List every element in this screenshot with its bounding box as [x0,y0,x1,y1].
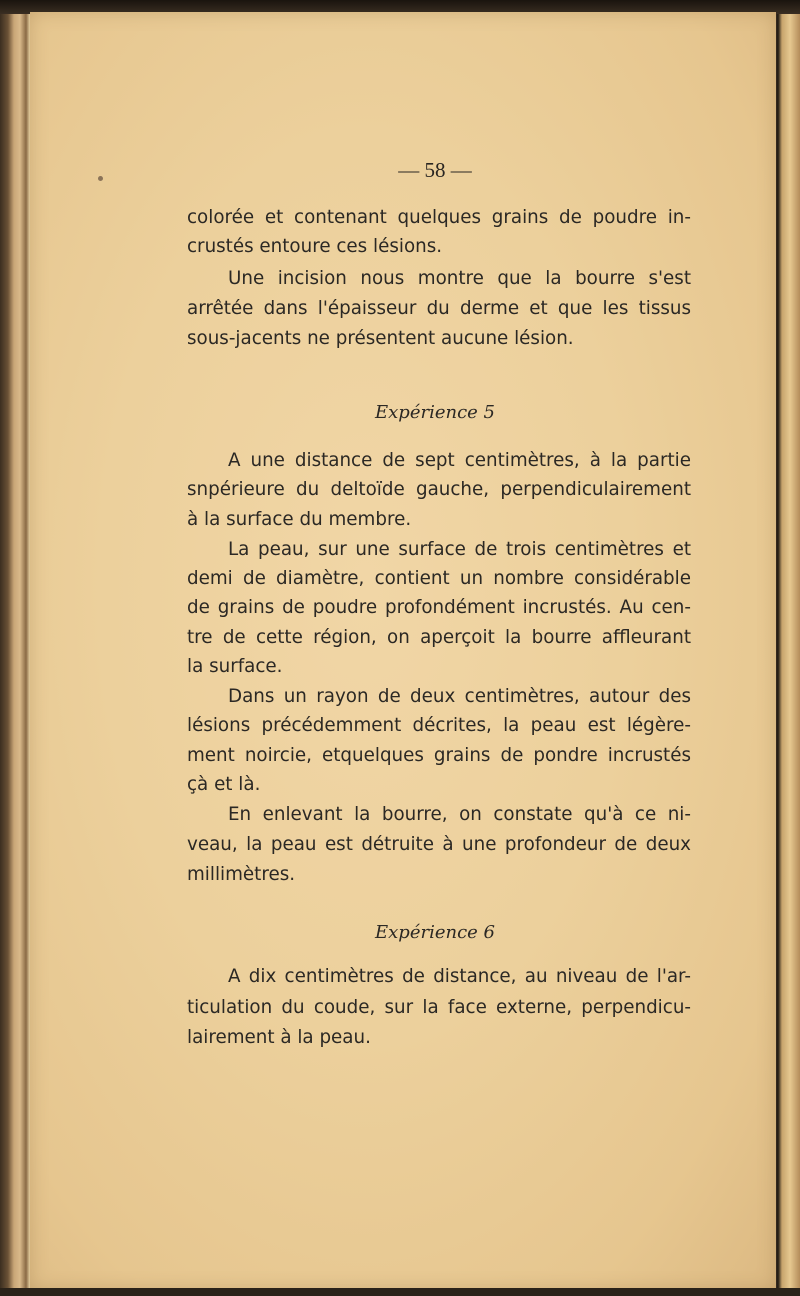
section-heading-experience-5: Expérience 5 [375,402,495,423]
text-line: demi de diamètre, contient un nombre considérable [187,568,691,589]
text-line: la surface. [187,656,283,677]
text-line: colorée et contenant quelques grains de poudre in- [187,207,691,228]
text-line: sous-jacents ne présentent aucune lésion. [187,328,574,349]
text-line: millimètres. [187,864,296,885]
scan-bottom-border [0,1288,800,1296]
text-line: ment noircie, etquelques grains de pondre incrustés [187,745,691,766]
text-line: snpérieure du deltoïde gauche, perpendiculairement [187,479,691,500]
text-line: de grains de poudre profondément incrustés. Au cen- [187,597,691,618]
text-line: à la surface du membre. [187,509,412,530]
text-line: veau, la peau est détruite à une profondeur de deux [187,834,691,855]
paper-page [30,12,776,1290]
text-line: lésions précédemment décrites, la peau est légère- [187,715,691,736]
text-line: arrêtée dans l'épaisseur du derme et que les tissus [187,298,691,319]
text-line: crustés entoure ces lésions. [187,236,443,257]
section-heading-experience-6: Expérience 6 [375,922,495,943]
text-line: Une incision nous montre que la bourre s'est [228,268,691,289]
text-line: lairement à la peau. [187,1027,371,1048]
text-line: Dans un rayon de deux centimètres, autour des [228,686,691,707]
text-line: A dix centimètres de distance, au niveau de l'ar- [228,966,691,987]
text-line: A une distance de sept centimètres, à la partie [228,450,691,471]
text-line: La peau, sur une surface de trois centimètres et [228,539,691,560]
page-number: — 58 — [398,158,472,182]
text-line: ticulation du coude, sur la face externe, perpendicu- [187,997,691,1018]
text-line: çà et là. [187,774,261,795]
text-line: tre de cette région, on aperçoit la bourre affleurant [187,627,691,648]
text-line: En enlevant la bourre, on constate qu'à ce ni- [228,804,691,825]
